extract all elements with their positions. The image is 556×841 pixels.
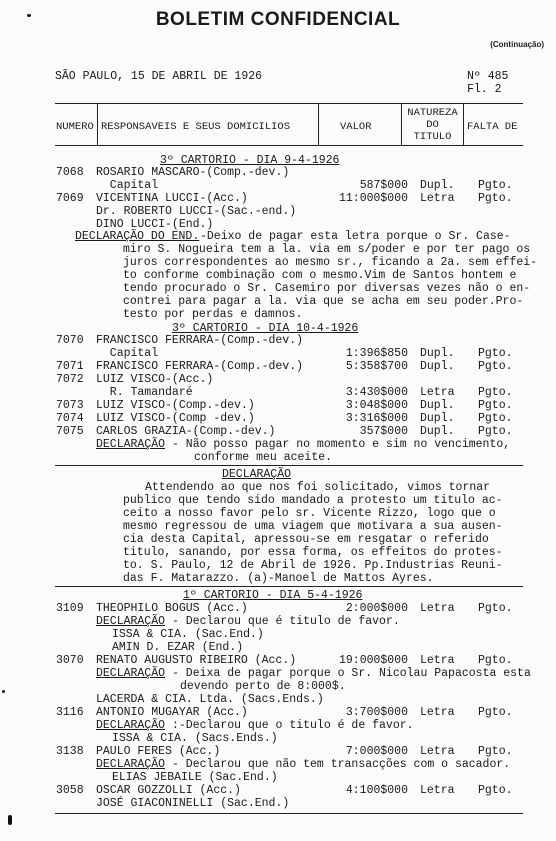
bulletin-number: Nº 485: [467, 70, 509, 83]
col-header-natureza: DO: [426, 119, 439, 131]
declaracao-line: to. S. Paulo, 12 de Abril de 1926. Pp.Industrias Reuni-: [123, 559, 503, 572]
section-rule: [55, 586, 523, 587]
entry-falta: Pgto.: [478, 784, 513, 797]
entry-falta: Pgto.: [478, 745, 513, 758]
declaration-label: DECLARAÇÃO: [96, 758, 166, 771]
entry-valor: 3:700$000: [345, 706, 408, 719]
entry-number: 7069: [56, 192, 84, 205]
declaration-text: conforme meu aceite.: [194, 451, 333, 464]
declaration-text: -Deixo de pagar esta letra porque o Sr. Case-: [200, 230, 511, 243]
entry-number: 3138: [56, 745, 84, 758]
entry-natureza: Letra: [420, 745, 455, 758]
declaration-text: miro S. Nogueira tem a la. via em s/poder e por ter pago os: [123, 243, 531, 256]
col-divider: [318, 104, 319, 145]
place-date: SÃO PAULO, 15 DE ABRIL DE 1926: [55, 70, 263, 83]
entry-text: CARLOS GRAZIA-(Comp.-dev.): [96, 425, 276, 438]
entry-text: THEOPHILO BOGUS (Acc.): [96, 602, 248, 615]
entry-falta: Pgto.: [478, 386, 513, 399]
entry-falta: Pgto.: [478, 179, 513, 192]
declaracao-line: titulo, sanando, por essa forma, os effeitos do protes-: [123, 546, 503, 559]
entry-text: JOSÉ GIACONINELLI (Sac.End.): [96, 797, 290, 810]
declaration-text: to conforme combinação com o mesmo.Vim de Santos hontem e: [123, 269, 517, 282]
entry-text: PAULO FERES (Acc.): [96, 745, 221, 758]
declaration-text: devendo perto de 8:000$.: [180, 680, 346, 693]
entry-valor: 4:100$000: [345, 784, 408, 797]
entry-natureza: Dupl.: [420, 179, 455, 192]
entry-number: 3109: [56, 602, 84, 615]
declaracao-line: cia desta Capital, apressou-se em resgatar o referido: [123, 533, 489, 546]
entry-falta: Pgto.: [478, 360, 513, 373]
entry-natureza: Dupl.: [420, 347, 455, 360]
entry-valor: 19:000$000: [338, 654, 408, 667]
col-header-responsaveis: RESPONSAVEIS E SEUS DOMICILIOS: [101, 121, 291, 133]
declaracao-heading: DECLARAÇÃO: [222, 468, 292, 481]
declaracao-line: ceito a nosso favor pelo sr. Vicente Rizzo, logo que o: [123, 507, 496, 520]
declaration-text: - Não posso pagar no momento e sim no vencimento,: [172, 438, 511, 451]
entry-natureza: Dupl.: [420, 399, 455, 412]
entry-natureza: Letra: [420, 192, 455, 205]
entry-natureza: Letra: [420, 654, 455, 667]
entry-valor: 3:316$000: [345, 412, 408, 425]
entry-number: 3058: [56, 784, 84, 797]
entry-falta: Pgto.: [478, 602, 513, 615]
scan-speck: [27, 14, 31, 17]
entry-valor: 5:358$700: [345, 360, 408, 373]
entry-text: VICENTINA LUCCI-(Acc.): [96, 192, 248, 205]
entry-valor: 357$000: [359, 425, 408, 438]
entry-text: ISSA & CIA. (Sacs.Ends.): [112, 732, 278, 745]
entry-text: LUIZ VISCO-(Comp.-dev.): [96, 399, 255, 412]
entry-number: 7074: [56, 412, 84, 425]
entry-number: 7068: [56, 166, 84, 179]
section-heading: 3º CARTORIO - DIA 10-4-1926: [172, 322, 359, 335]
entry-falta: Pgto.: [478, 654, 513, 667]
entry-natureza: Letra: [420, 706, 455, 719]
entry-text: ROSARIO MASCARO-(Comp.-dev.): [96, 166, 290, 179]
entry-text: FRANCISCO FERRARA-(Comp.-dev.): [96, 334, 304, 347]
declaration-text: tendo procurado o Sr. Casemiro por diversas vezes não o en-: [123, 282, 531, 295]
entry-valor: 1:396$850: [345, 347, 408, 360]
sheet-number: Fl. 2: [467, 83, 502, 96]
entry-valor: 7:000$000: [345, 745, 408, 758]
entry-valor: 11:000$000: [338, 192, 408, 205]
declaration-text: testo por perdas e damnos.: [123, 308, 303, 321]
declaration-text: - Declarou que não tem transacções com o sacador.: [172, 758, 511, 771]
bulletin-title: BOLETIM CONFIDENCIAL: [155, 9, 401, 30]
continuation-label: (Continuação): [490, 40, 544, 49]
entry-text: ISSA & CIA. (Sac.End.): [112, 628, 264, 641]
entry-natureza: Letra: [420, 386, 455, 399]
entry-text: LACERDA & CIA. Ltda. (Sacs.Ends.): [96, 693, 324, 706]
col-header-falta: FALTA DE: [467, 121, 518, 133]
declaration-text: - Deixa de pagar porque o Sr. Nicolau Papacosta esta: [172, 667, 531, 680]
entry-text: R. Tamandaré: [96, 386, 193, 399]
declaration-label: DECLARAÇÃO: [96, 438, 166, 451]
entry-valor: 2:000$000: [345, 602, 408, 615]
entry-number: 7072: [56, 373, 84, 386]
declaration-label: DECLARAÇÃO: [96, 667, 166, 680]
col-divider: [97, 104, 98, 145]
entry-falta: Pgto.: [478, 425, 513, 438]
scan-speck: [2, 690, 5, 693]
entry-number: 3116: [56, 706, 84, 719]
entry-valor: 587$000: [359, 179, 408, 192]
entry-text: LUIZ VISCO-(Comp -dev.): [96, 412, 255, 425]
entry-falta: Pgto.: [478, 399, 513, 412]
declaration-label: DECLARAÇÃO: [96, 719, 166, 732]
entry-number: 7070: [56, 334, 84, 347]
section-heading: 1º CARTORIO - DIA 5-4-1926: [183, 589, 363, 602]
section-rule: [55, 465, 523, 466]
section-heading: 3º CARTORIO - DIA 9-4-1926: [160, 154, 340, 167]
entry-text: RENATO AUGUSTO RIBEIRO (Acc.): [96, 654, 297, 667]
entry-text: DINO LUCCI-(End.): [96, 218, 214, 231]
entry-text: ANTONIO MUGAYAR (Acc.): [96, 706, 248, 719]
header-rule-bottom: [55, 145, 523, 146]
entry-natureza: Dupl.: [420, 360, 455, 373]
footer-rule: [55, 813, 523, 814]
scan-speck: [8, 815, 12, 825]
entry-natureza: Letra: [420, 602, 455, 615]
declaracao-line: publico que tendo sido mandado a protesto um titulo ac-: [123, 494, 503, 507]
entry-text: OSCAR GOZZOLLI (Acc.): [96, 784, 241, 797]
col-header-numero: NUMERO: [56, 121, 94, 133]
entry-falta: Pgto.: [478, 706, 513, 719]
col-divider: [463, 104, 464, 145]
entry-text: AMIN D. EZAR (End.): [112, 641, 244, 654]
entry-natureza: Letra: [420, 784, 455, 797]
col-header-natureza: TITULO: [413, 131, 452, 143]
declaration-label: DECLARAÇÃO: [96, 615, 166, 628]
declaracao-line: Attendendo ao que nos foi solicitado, vimos tornar: [145, 481, 491, 494]
entry-text: Dr. ROBERTO LUCCI-(Sac.-end.): [96, 205, 297, 218]
entry-text: ELIAS JEBAILE (Sac.End.): [112, 771, 278, 784]
entry-falta: Pgto.: [478, 192, 513, 205]
entry-number: 7075: [56, 425, 84, 438]
declaration-text: contrei para pagar a la. via que se acha em seu poder.Pro-: [123, 295, 524, 308]
col-header-natureza: NATUREZA: [407, 107, 458, 119]
header-rule-top: [55, 103, 523, 104]
declaration-text: juros correspondentes ao mesmo sr., ficando a 2a. sem effei-: [123, 256, 538, 269]
declaration-text: - Declarou que é titulo de favor.: [172, 615, 400, 628]
entry-text: LUIZ VISCO-(Acc.): [96, 373, 214, 386]
entry-valor: 3:048$000: [345, 399, 408, 412]
entry-number: 3070: [56, 654, 84, 667]
entry-natureza: Dupl.: [420, 425, 455, 438]
entry-text: FRANCISCO FERRARA-(Comp.-dev.): [96, 360, 304, 373]
col-header-valor: VALOR: [340, 121, 372, 133]
entry-number: 7071: [56, 360, 84, 373]
entry-text: Capital: [96, 347, 159, 360]
entry-falta: Pgto.: [478, 347, 513, 360]
entry-natureza: Dupl.: [420, 412, 455, 425]
declaration-label: DECLARAÇÃO DO END.: [75, 230, 200, 243]
entry-valor: 3:430$000: [345, 386, 408, 399]
entry-number: 7073: [56, 399, 84, 412]
entry-text: Capital: [96, 179, 159, 192]
declaracao-line: mesmo regressou de uma viagem que motivara a sua ausen-: [123, 520, 503, 533]
entry-falta: Pgto.: [478, 412, 513, 425]
declaration-text: :-Declarou que o titulo é de favor.: [172, 719, 414, 732]
declaracao-line: das F. Matarazzo. (a)-Manoel de Mattos Ayres.: [123, 572, 434, 585]
